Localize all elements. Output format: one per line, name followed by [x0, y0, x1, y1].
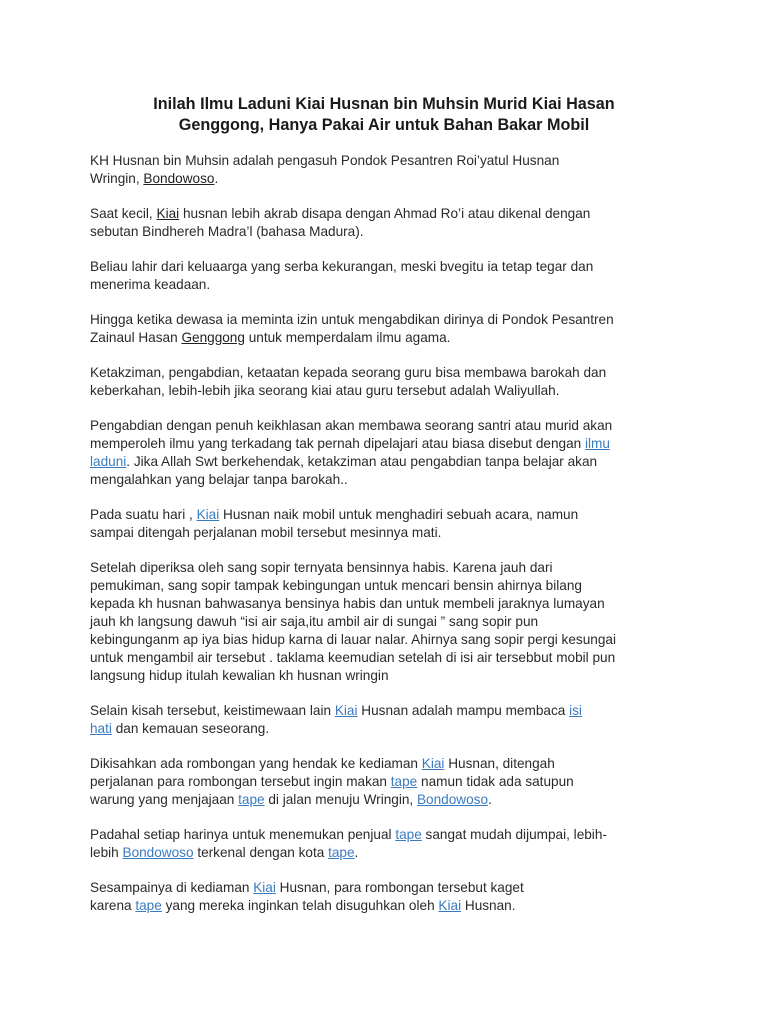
- text: .: [214, 171, 219, 186]
- paragraph-12: [90, 879, 678, 915]
- text: namun tidak ada satupun: [417, 774, 574, 789]
- text: Pada suatu hari ,: [90, 507, 197, 522]
- text: kebingunganm ap iya bias hidup karna di lauar nalar. Ahirnya sang sopir pergi kesungai: [90, 632, 616, 647]
- text: kepada kh husnan bahwasanya bensinya habis dan untuk membeli jaraknya lumayan: [90, 596, 605, 611]
- text: Dikisahkan ada rombongan yang hendak ke kediaman: [90, 756, 422, 771]
- text: sangat mudah dijumpai, lebih-: [421, 827, 607, 842]
- link-tape[interactable]: tape: [135, 898, 162, 913]
- title-line-2: Genggong, Hanya Pakai Air untuk Bahan Bakar Mobil: [178, 116, 590, 134]
- text: Husnan naik mobil untuk menghadiri sebuah acara, namun: [219, 507, 579, 522]
- text: dan kemauan seseorang.: [111, 721, 270, 736]
- text: untuk memperdalam ilmu agama.: [244, 330, 451, 345]
- link-laduni[interactable]: laduni: [90, 454, 127, 469]
- text: Husnan adalah mampu membaca: [357, 703, 570, 718]
- text: terkenal dengan kota: [193, 845, 329, 860]
- link-genggong[interactable]: Genggong: [181, 330, 245, 345]
- link-kiai[interactable]: Kiai: [334, 703, 358, 718]
- text: Pengabdian dengan penuh keikhlasan akan membawa seorang santri atau murid akan: [90, 418, 613, 433]
- text: keberkahan, lebih-lebih jika seorang kiai atau guru tersebut adalah Waliyullah.: [90, 383, 560, 398]
- paragraph-10: [90, 755, 678, 809]
- text: Hingga ketika dewasa ia meminta izin untuk mengabdikan dirinya di Pondok Pesantren: [90, 312, 614, 327]
- link-isi-hati[interactable]: isi: [569, 703, 582, 718]
- text: Padahal setiap harinya untuk menemukan penjual: [90, 827, 396, 842]
- text: husnan lebih akrab disapa dengan Ahmad Ro’i atau dikenal dengan: [179, 206, 591, 221]
- link-tape[interactable]: tape: [390, 774, 418, 789]
- link-ilmu[interactable]: ilmu: [584, 436, 610, 451]
- link-tape[interactable]: tape: [328, 845, 355, 860]
- text: langsung hidup itulah kewalian kh husnan wringin: [90, 668, 389, 683]
- link-bondowoso[interactable]: Bondowoso: [416, 792, 489, 807]
- text: Selain kisah tersebut, keistimewaan lain: [90, 703, 335, 718]
- link-kiai[interactable]: Kiai: [196, 507, 220, 522]
- text: warung yang menjajaan: [90, 792, 239, 807]
- paragraph-2: [90, 205, 678, 241]
- link-kiai[interactable]: Kiai: [156, 206, 180, 221]
- paragraph-1: [90, 152, 678, 188]
- paragraph-6: [90, 417, 678, 489]
- text: jauh kh langsung dawuh “isi air saja,itu ambil air di sungai ” sang sopir pun: [90, 614, 539, 629]
- paragraph-9: [90, 702, 678, 738]
- text: Zainaul Hasan: [90, 330, 182, 345]
- link-bondowoso[interactable]: Bondowoso: [143, 171, 215, 186]
- text: memperoleh ilmu yang terkadang tak pernah dipelajari atau biasa disebut dengan: [90, 436, 585, 451]
- paragraph-3: [90, 258, 678, 294]
- paragraph-8: [90, 559, 678, 685]
- text: untuk mengambil air tersebut . taklama keemudian setelah di isi air tersebbut mobil pun: [90, 650, 616, 665]
- text: karena: [90, 898, 136, 913]
- text: lebih: [90, 845, 123, 860]
- paragraph-4: [90, 311, 678, 347]
- text: KH Husnan bin Muhsin adalah pengasuh Pondok Pesantren Roi’yatul Husnan: [90, 153, 560, 168]
- paragraph-7: [90, 506, 678, 542]
- link-kiai[interactable]: Kiai: [438, 898, 462, 913]
- article-title: [90, 94, 678, 136]
- link-bondowoso[interactable]: Bondowoso: [122, 845, 194, 860]
- text: Husnan.: [461, 898, 516, 913]
- text: perjalanan para rombongan tersebut ingin makan: [90, 774, 391, 789]
- link-tape[interactable]: tape: [238, 792, 265, 807]
- text: Husnan, ditengah: [444, 756, 555, 771]
- text: Ketakziman, pengabdian, ketaatan kepada seorang guru bisa membawa barokah dan: [90, 365, 607, 380]
- link-isi-hati[interactable]: hati: [90, 721, 112, 736]
- text: menerima keadaan.: [90, 277, 211, 292]
- paragraph-11: [90, 826, 678, 862]
- text: . Jika Allah Swt berkehendak, ketakziman atau pengabdian tanpa belajar akan: [126, 454, 598, 469]
- text: sebutan Bindhereh Madra’l (bahasa Madura).: [90, 224, 364, 239]
- title-line-1: Inilah Ilmu Laduni Kiai Husnan bin Muhsin Murid Kiai Hasan: [153, 95, 615, 113]
- text: yang mereka inginkan telah disuguhkan oleh: [161, 898, 439, 913]
- text: pemukiman, sang sopir tampak kebingungan untuk mencari bensin ahirnya bilang: [90, 578, 582, 593]
- text: Beliau lahir dari keluaarga yang serba kekurangan, meski bvegitu ia tetap tegar dan: [90, 259, 594, 274]
- text: Husnan, para rombongan tersebut kaget: [275, 880, 524, 895]
- text: di jalan menuju Wringin,: [264, 792, 417, 807]
- text: Wringin,: [90, 171, 144, 186]
- text: .: [354, 845, 359, 860]
- text: .: [488, 792, 492, 807]
- text: mengalahkan yang belajar tanpa barokah..: [90, 472, 348, 487]
- text: Setelah diperiksa oleh sang sopir ternyata bensinnya habis. Karena jauh dari: [90, 560, 553, 575]
- text: Saat kecil,: [90, 206, 157, 221]
- text: sampai ditengah perjalanan mobil tersebut mesinnya mati.: [90, 525, 442, 540]
- link-kiai[interactable]: Kiai: [253, 880, 276, 895]
- text: Sesampainya di kediaman: [90, 880, 254, 895]
- paragraph-5: [90, 364, 678, 400]
- link-kiai[interactable]: Kiai: [421, 756, 445, 771]
- link-tape[interactable]: tape: [395, 827, 422, 842]
